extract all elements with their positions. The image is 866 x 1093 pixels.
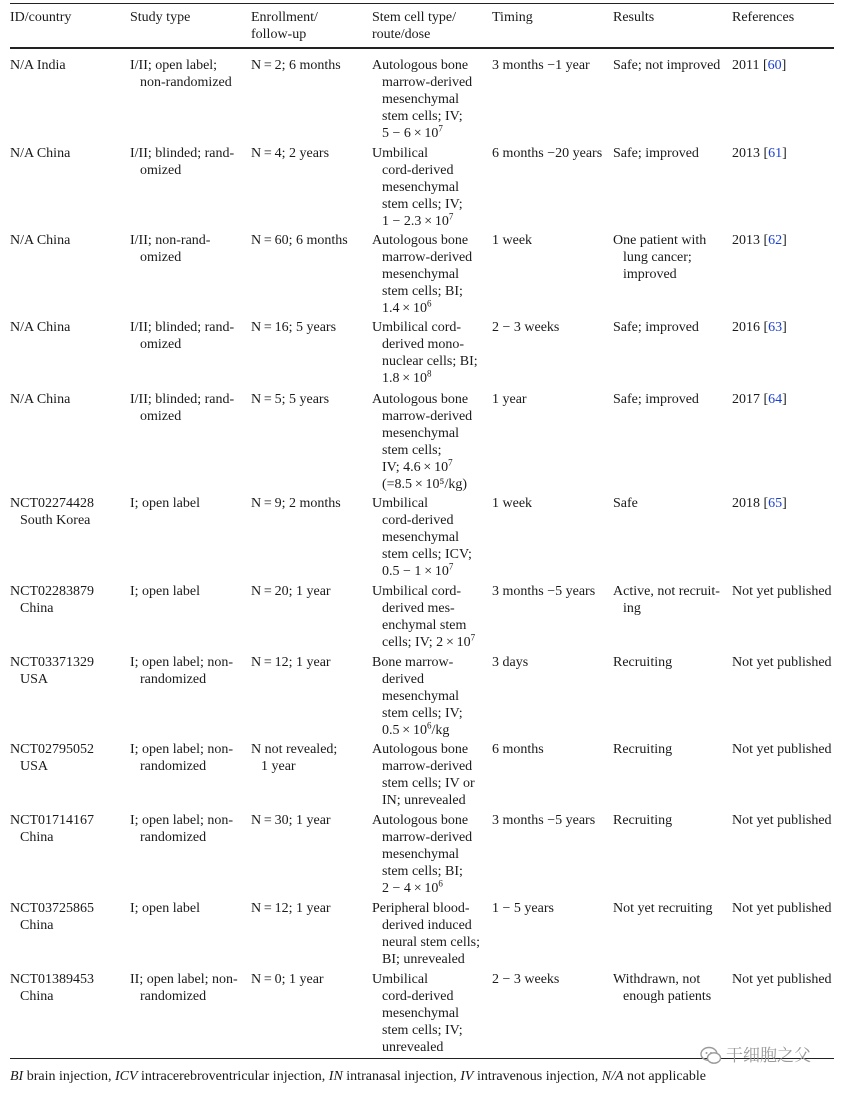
enrollment-cell: N = 5; 5 years <box>251 392 330 407</box>
dose-exponent: 6 <box>427 298 432 309</box>
enrollment-cell: N = 2; 6 months <box>251 58 341 73</box>
id-country-cell: N/A China <box>10 392 71 407</box>
dose-text: Umbilical cord-derived mesenchymal stem cells; IV; unrevealed <box>372 972 463 1055</box>
stem-cell-cell <box>372 900 498 968</box>
footnote-definition: brain injection, <box>23 1069 115 1084</box>
enrollment-cell: N = 60; 6 months <box>251 233 348 248</box>
stem-cell-cell <box>372 741 498 809</box>
header-study-type: Study type <box>130 10 191 25</box>
study-type-cell: I; open label; non- randomized <box>130 813 234 845</box>
dose-tail: (=8.5 × 10⁵/kg) <box>382 477 467 492</box>
references-cell <box>732 812 862 829</box>
footnote-definition: intranasal injection, <box>342 1069 461 1084</box>
footnote-abbreviation: IV <box>460 1069 474 1084</box>
footnote-definition: intravenous injection, <box>473 1069 602 1084</box>
references-cell <box>732 583 862 600</box>
results-cell: Safe; not improved <box>613 58 721 73</box>
stem-cell-cell <box>372 319 498 387</box>
enrollment-cell: N = 30; 1 year <box>251 813 331 828</box>
stem-cell-cell <box>372 391 498 493</box>
timing-cell: 2 − 3 weeks <box>492 320 560 335</box>
id-country-cell: NCT03725865 China <box>10 901 94 933</box>
study-type-cell: I/II; open label; non-randomized <box>130 58 232 90</box>
references-cell: 2013 [62] <box>732 233 787 248</box>
references-cell <box>732 900 862 917</box>
stem-cell-cell <box>372 654 498 739</box>
enrollment-cell: N = 20; 1 year <box>251 584 331 599</box>
reference-year: 2011 <box>732 58 760 73</box>
enrollment-cell: N = 12; 1 year <box>251 655 331 670</box>
timing-cell: 1 year <box>492 392 527 407</box>
citation-link[interactable]: 60 <box>767 58 782 73</box>
footnote-definition: intracerebroventricular injection, <box>137 1069 329 1084</box>
results-cell: Active, not recruit- ing <box>613 584 720 616</box>
stem-cell-cell <box>372 583 498 651</box>
dose-text: Autologous bone marrow-derived mesenchymal stem cells; BI; 2 − 4 × 10 <box>372 813 473 896</box>
id-country-cell: NCT01714167 China <box>10 813 94 845</box>
enrollment-cell: N = 16; 5 years <box>251 320 337 335</box>
references-cell: 2011 [60] <box>732 58 787 73</box>
reference-year: Not yet published <box>732 742 832 757</box>
dose-exponent: 7 <box>448 561 454 572</box>
header-references: References <box>732 10 795 25</box>
dose-exponent: 6 <box>438 878 443 889</box>
reference-year: 2013 <box>732 146 760 161</box>
header-timing: Timing <box>492 10 533 25</box>
id-country-cell: NCT02274428 South Korea <box>10 496 94 528</box>
timing-cell: 6 months −20 years <box>492 146 603 161</box>
footnote-abbreviation: ICV <box>114 1069 138 1084</box>
reference-year: Not yet published <box>732 584 832 599</box>
stem-cell-cell <box>372 971 498 1056</box>
id-country-cell: NCT03371329 USA <box>10 655 94 687</box>
timing-cell: 1 − 5 years <box>492 901 554 916</box>
study-type-cell: I/II; blinded; rand- omized <box>130 392 235 424</box>
dose-exponent: 7 <box>438 123 443 134</box>
reference-year: 2013 <box>732 233 760 248</box>
enrollment-cell: N not revealed; 1 year <box>251 742 338 774</box>
study-type-cell: II; open label; non- randomized <box>130 972 238 1004</box>
timing-cell: 2 − 3 weeks <box>492 972 560 987</box>
dose-exponent: 6 <box>427 720 432 731</box>
id-country-cell: NCT01389453 China <box>10 972 94 1004</box>
dose-exponent: 8 <box>427 368 432 379</box>
dose-text: Autologous bone marrow-derived stem cells; IV or IN; unrevealed <box>372 742 475 808</box>
wechat-icon <box>700 1046 722 1066</box>
citation-link[interactable]: 64 <box>768 392 783 407</box>
footnote-definition: not applicable <box>623 1069 706 1084</box>
study-type-cell: I/II; blinded; rand- omized <box>130 146 235 178</box>
watermark-text: 干细胞之父 <box>726 1045 811 1066</box>
dose-exponent: 7 <box>470 632 476 643</box>
id-country-cell: N/A China <box>10 146 71 161</box>
citation-link[interactable]: 63 <box>768 320 783 335</box>
dose-text: Autologous bone marrow-derived mesenchymal stem cells; IV; 4.6 × 10 <box>372 392 473 475</box>
timing-cell: 3 days <box>492 655 529 670</box>
footnote-abbreviation: BI <box>10 1069 24 1084</box>
references-cell <box>732 971 862 988</box>
reference-year: Not yet published <box>732 813 832 828</box>
id-country-cell: NCT02795052 USA <box>10 742 94 774</box>
stem-cell-cell <box>372 145 498 230</box>
id-country-cell: NCT02283879 China <box>10 584 94 616</box>
citation-link[interactable]: 61 <box>768 146 783 161</box>
header-enrollment: Enrollment/ follow-up <box>251 10 318 42</box>
header-id-country: ID/country <box>10 10 72 25</box>
references-cell: 2013 [61] <box>732 146 787 161</box>
timing-cell: 1 week <box>492 496 533 511</box>
dose-text: Umbilical cord-derived mesenchymal stem cells; IV; 1 − 2.3 × 10 <box>372 146 463 229</box>
timing-cell: 3 months −1 year <box>492 58 590 73</box>
reference-year: 2016 <box>732 320 760 335</box>
references-cell: 2018 [65] <box>732 496 787 511</box>
references-cell: 2016 [63] <box>732 320 787 335</box>
results-cell: Recruiting <box>613 742 673 757</box>
references-cell: 2017 [64] <box>732 392 787 407</box>
references-cell <box>732 741 862 758</box>
enrollment-cell: N = 12; 1 year <box>251 901 331 916</box>
citation-link[interactable]: 65 <box>768 496 783 511</box>
header-results: Results <box>613 10 655 25</box>
study-type-cell: I; open label <box>130 496 200 511</box>
table-top-rule <box>10 3 834 4</box>
reference-year: 2018 <box>732 496 760 511</box>
dose-text: Umbilical cord-derived mesenchymal stem cells; ICV; 0.5 − 1 × 10 <box>372 496 472 579</box>
table-footnote <box>10 1068 850 1085</box>
timing-cell: 3 months −5 years <box>492 584 596 599</box>
reference-year: Not yet published <box>732 901 832 916</box>
stem-cell-cell <box>372 232 498 317</box>
results-cell: Safe; improved <box>613 320 699 335</box>
study-type-cell: I; open label <box>130 584 200 599</box>
citation-link[interactable]: 62 <box>768 233 783 248</box>
results-cell: Withdrawn, not enough patients <box>613 972 712 1004</box>
enrollment-cell: N = 0; 1 year <box>251 972 324 987</box>
dose-text: Peripheral blood- derived induced neural stem cells; BI; unrevealed <box>372 901 480 967</box>
footnote-abbreviation: N/A <box>601 1069 624 1084</box>
results-cell: Recruiting <box>613 813 673 828</box>
study-type-cell: I; open label <box>130 901 200 916</box>
dose-tail: /kg <box>431 723 450 738</box>
timing-cell: 3 months −5 years <box>492 813 596 828</box>
results-cell: Safe; improved <box>613 392 699 407</box>
study-type-cell: I/II; blinded; rand- omized <box>130 320 235 352</box>
watermark <box>700 1042 850 1070</box>
id-country-cell: N/A India <box>10 58 66 73</box>
reference-year: Not yet published <box>732 972 832 987</box>
results-cell: One patient with lung cancer; improved <box>613 233 707 282</box>
references-cell <box>732 654 862 671</box>
reference-year: 2017 <box>732 392 760 407</box>
footnote-abbreviation: IN <box>328 1069 343 1084</box>
timing-cell: 6 months <box>492 742 544 757</box>
reference-year: Not yet published <box>732 655 832 670</box>
dose-text: Umbilical cord- derived mes- enchymal stem cells; IV; 2 × 10 <box>372 584 471 650</box>
header-stem-cell-type: Stem cell type/ route/dose <box>372 10 456 42</box>
stem-cell-cell <box>372 495 498 580</box>
stem-cell-cell <box>372 57 498 142</box>
dose-text: Autologous bone marrow-derived mesenchymal stem cells; IV; 5 − 6 × 10 <box>372 58 473 141</box>
results-cell: Safe; improved <box>613 146 699 161</box>
id-country-cell: N/A China <box>10 233 71 248</box>
dose-text: Umbilical cord- derived mono- nuclear cells; BI; 1.8 × 10 <box>372 320 478 386</box>
dose-text: Autologous bone marrow-derived mesenchymal stem cells; BI; 1.4 × 10 <box>372 233 473 316</box>
table-header-rule <box>10 47 834 49</box>
stem-cell-cell <box>372 812 498 897</box>
study-type-cell: I; open label; non- randomized <box>130 742 234 774</box>
results-cell: Recruiting <box>613 655 673 670</box>
id-country-cell: N/A China <box>10 320 71 335</box>
study-type-cell: I; open label; non- randomized <box>130 655 234 687</box>
enrollment-cell: N = 4; 2 years <box>251 146 330 161</box>
results-cell: Safe <box>613 496 638 511</box>
study-type-cell: I/II; non-rand- omized <box>130 233 211 265</box>
dose-exponent: 7 <box>448 211 454 222</box>
timing-cell: 1 week <box>492 233 533 248</box>
dose-exponent: 7 <box>448 457 453 468</box>
enrollment-cell: N = 9; 2 months <box>251 496 341 511</box>
results-cell: Not yet recruiting <box>613 901 713 916</box>
dose-text: Bone marrow- derived mesenchymal stem cells; IV; 0.5 × 10 <box>372 655 463 738</box>
